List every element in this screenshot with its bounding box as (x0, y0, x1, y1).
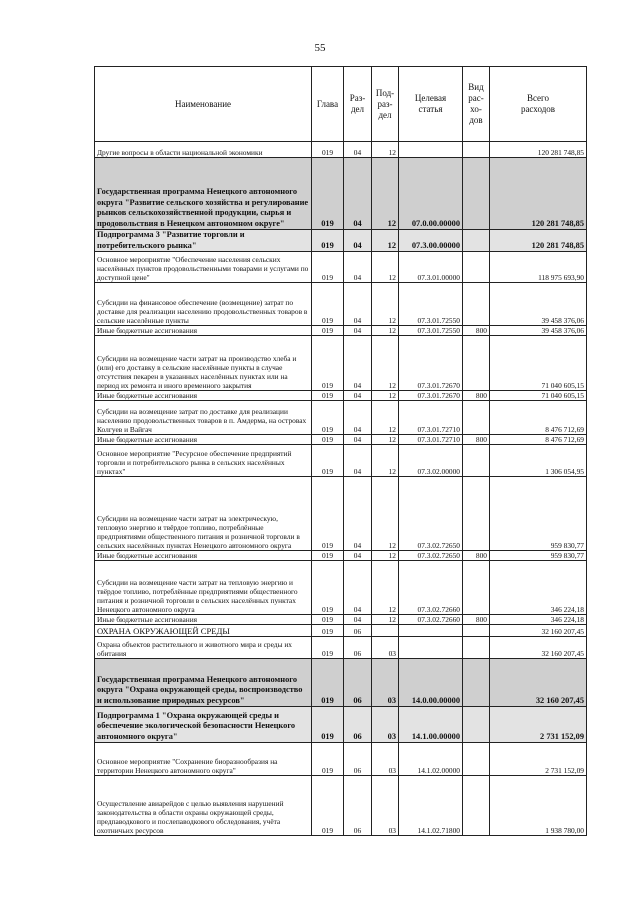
row-target: 07.3.02.72660 (399, 561, 463, 615)
row-vid (463, 230, 490, 252)
row-total: 959 830,77 (490, 551, 587, 561)
row-total: 120 281 748,85 (490, 158, 587, 230)
row-total: 120 281 748,85 (490, 230, 587, 252)
row-name: Подпрограмма 3 "Развитие торговли и потребительского рынка" (95, 230, 312, 252)
row-name: Государственная программа Ненецкого автономного округа "Развитие сельского хозяйства и регулирование рынков сельскохозяйственной продукции, сырья и продовольствия в Ненецком автономном округе" (95, 158, 312, 230)
row-vid (463, 477, 490, 551)
row-vid: 800 (463, 326, 490, 336)
row-name: Осуществление авиарейдов с целью выявления нарушений законодательства в области охраны окружающей среды, предпаводкового и послепаводкового обследования, учёта охотничьих ресурсов (95, 776, 312, 836)
row-glava: 019 (312, 445, 344, 477)
row-vid (463, 637, 490, 659)
row-total: 1 938 780,00 (490, 776, 587, 836)
row-podrazdel: 03 (372, 776, 399, 836)
row-podrazdel: 12 (372, 230, 399, 252)
row-total: 2 731 152,09 (490, 743, 587, 776)
row-glava: 019 (312, 637, 344, 659)
row-razdel: 04 (344, 283, 372, 326)
row-glava: 019 (312, 336, 344, 391)
row-razdel: 06 (344, 743, 372, 776)
table-row (95, 326, 587, 336)
row-target: 07.3.01.72670 (399, 336, 463, 391)
row-glava: 019 (312, 283, 344, 326)
row-razdel: 04 (344, 435, 372, 445)
header-total: Всего расходов (490, 67, 587, 142)
row-name: Другие вопросы в области национальной экономики (95, 142, 312, 158)
table-row (95, 252, 587, 283)
row-glava: 019 (312, 142, 344, 158)
row-total: 32 160 207,45 (490, 637, 587, 659)
row-total: 959 830,77 (490, 477, 587, 551)
header-vid: Вид рас- хо- дов (463, 67, 490, 142)
header-target: Целевая статья (399, 67, 463, 142)
row-target: 14.0.00.00000 (399, 659, 463, 707)
row-podrazdel: 12 (372, 336, 399, 391)
row-glava: 019 (312, 743, 344, 776)
row-name: Субсидии на возмещение части затрат на производство хлеба и (или) его доставку в сельские населённые пункты в случае отсутствия пекарен в указанных населённых пунктах или на период их ремонта и иного временного закрытия (95, 336, 312, 391)
row-podrazdel: 12 (372, 445, 399, 477)
row-total: 2 731 152,09 (490, 707, 587, 743)
row-podrazdel: 12 (372, 252, 399, 283)
row-vid (463, 401, 490, 435)
row-name: Государственная программа Ненецкого автономного округа "Охрана окружающей среды, воспроизводство и использование природных ресурсов" (95, 659, 312, 707)
budget-table (94, 66, 587, 836)
row-target: 07.3.01.00000 (399, 252, 463, 283)
row-razdel: 04 (344, 401, 372, 435)
row-podrazdel: 12 (372, 283, 399, 326)
row-total: 32 160 207,45 (490, 659, 587, 707)
row-razdel: 06 (344, 637, 372, 659)
row-glava: 019 (312, 391, 344, 401)
table-row (95, 391, 587, 401)
row-podrazdel (372, 625, 399, 637)
row-razdel: 04 (344, 561, 372, 615)
row-glava: 019 (312, 707, 344, 743)
table-row (95, 230, 587, 252)
row-target: 07.3.02.72660 (399, 615, 463, 625)
table-header-row (95, 67, 587, 142)
header-razdel: Раз- дел (344, 67, 372, 142)
page-number: 55 (314, 42, 326, 54)
row-razdel: 04 (344, 391, 372, 401)
row-glava: 019 (312, 477, 344, 551)
row-name: ОХРАНА ОКРУЖАЮЩЕЙ СРЕДЫ (95, 625, 312, 637)
row-vid (463, 283, 490, 326)
row-name: Субсидии на возмещение затрат по доставке для реализации населению продовольственных товаров в п. Амдерма, на островах Колгуев и Вайгач (95, 401, 312, 435)
row-podrazdel: 12 (372, 142, 399, 158)
row-glava: 019 (312, 551, 344, 561)
row-total: 1 306 054,95 (490, 445, 587, 477)
row-vid (463, 625, 490, 637)
row-name: Основное мероприятие "Сохранение биоразнообразия на территории Ненецкого автономного округа" (95, 743, 312, 776)
row-glava: 019 (312, 326, 344, 336)
row-total: 118 975 693,90 (490, 252, 587, 283)
row-podrazdel: 12 (372, 401, 399, 435)
row-name: Иные бюджетные ассигнования (95, 551, 312, 561)
row-vid (463, 336, 490, 391)
row-vid: 800 (463, 615, 490, 625)
row-total: 71 040 605,15 (490, 336, 587, 391)
row-podrazdel: 12 (372, 158, 399, 230)
row-target: 07.3.01.72550 (399, 326, 463, 336)
table-row (95, 707, 587, 743)
row-podrazdel: 03 (372, 707, 399, 743)
row-vid (463, 158, 490, 230)
row-glava: 019 (312, 252, 344, 283)
row-podrazdel: 12 (372, 615, 399, 625)
row-podrazdel: 12 (372, 477, 399, 551)
row-target: 14.1.00.00000 (399, 707, 463, 743)
row-razdel: 06 (344, 776, 372, 836)
table-row (95, 435, 587, 445)
row-name: Иные бюджетные ассигнования (95, 391, 312, 401)
row-razdel: 04 (344, 615, 372, 625)
row-podrazdel: 12 (372, 326, 399, 336)
row-glava: 019 (312, 776, 344, 836)
row-target: 07.3.01.72710 (399, 401, 463, 435)
row-razdel: 04 (344, 158, 372, 230)
row-razdel: 04 (344, 252, 372, 283)
row-target (399, 625, 463, 637)
row-target: 07.3.01.72550 (399, 283, 463, 326)
row-total: 32 160 207,45 (490, 625, 587, 637)
table-row (95, 336, 587, 391)
table-row (95, 142, 587, 158)
table-row (95, 401, 587, 435)
row-razdel: 06 (344, 625, 372, 637)
row-podrazdel: 12 (372, 551, 399, 561)
row-total: 39 458 376,06 (490, 283, 587, 326)
row-razdel: 04 (344, 551, 372, 561)
table-row (95, 158, 587, 230)
row-razdel: 04 (344, 336, 372, 391)
header-podrazdel: Под- раз- дел (372, 67, 399, 142)
row-target: 07.3.00.00000 (399, 230, 463, 252)
row-target: 07.0.00.00000 (399, 158, 463, 230)
row-name: Иные бюджетные ассигнования (95, 615, 312, 625)
row-vid (463, 445, 490, 477)
row-target: 07.3.02.72650 (399, 551, 463, 561)
table-row (95, 776, 587, 836)
table-row (95, 615, 587, 625)
row-razdel: 06 (344, 659, 372, 707)
table-row (95, 561, 587, 615)
row-target: 14.1.02.71800 (399, 776, 463, 836)
row-name: Основное мероприятие "Ресурсное обеспечение предприятий торговли и потребительского рынка в сельских населённых пунктах" (95, 445, 312, 477)
row-total: 8 476 712,69 (490, 401, 587, 435)
row-name: Субсидии на финансовое обеспечение (возмещение) затрат по доставке для реализации населению продовольственных товаров в сельские населённые пункты (95, 283, 312, 326)
row-razdel: 04 (344, 230, 372, 252)
table-row (95, 637, 587, 659)
table-row (95, 551, 587, 561)
row-podrazdel: 12 (372, 391, 399, 401)
row-podrazdel: 03 (372, 637, 399, 659)
row-name: Субсидии на возмещение части затрат на электрическую, тепловую энергию и твёрдое топливо, потреблённые предприятиями общественного питания и розничной торговли в сельских населённых пунктах Ненецкого автономного округа (95, 477, 312, 551)
row-razdel: 04 (344, 142, 372, 158)
row-glava: 019 (312, 401, 344, 435)
row-total: 346 224,18 (490, 615, 587, 625)
row-vid (463, 659, 490, 707)
row-target: 07.3.01.72670 (399, 391, 463, 401)
row-vid (463, 743, 490, 776)
header-glava: Глава (312, 67, 344, 142)
table-row (95, 283, 587, 326)
row-podrazdel: 12 (372, 561, 399, 615)
row-total: 8 476 712,69 (490, 435, 587, 445)
row-glava: 019 (312, 435, 344, 445)
table-row (95, 659, 587, 707)
row-podrazdel: 03 (372, 659, 399, 707)
row-vid (463, 561, 490, 615)
row-glava: 019 (312, 158, 344, 230)
row-vid: 800 (463, 551, 490, 561)
row-name: Охрана объектов растительного и животного мира и среды их обитания (95, 637, 312, 659)
row-vid (463, 776, 490, 836)
row-vid: 800 (463, 435, 490, 445)
row-target (399, 142, 463, 158)
row-vid (463, 707, 490, 743)
row-name: Иные бюджетные ассигнования (95, 326, 312, 336)
row-target: 07.3.01.72710 (399, 435, 463, 445)
row-glava: 019 (312, 615, 344, 625)
header-name: Наименование (95, 67, 312, 142)
row-podrazdel: 12 (372, 435, 399, 445)
row-target: 07.3.02.72650 (399, 477, 463, 551)
row-total: 120 281 748,85 (490, 142, 587, 158)
table-row (95, 625, 587, 637)
row-vid (463, 142, 490, 158)
row-target: 07.3.02.00000 (399, 445, 463, 477)
row-razdel: 04 (344, 326, 372, 336)
row-target: 14.1.02.00000 (399, 743, 463, 776)
row-target (399, 637, 463, 659)
row-glava: 019 (312, 659, 344, 707)
row-total: 71 040 605,15 (490, 391, 587, 401)
row-vid (463, 252, 490, 283)
row-name: Субсидии на возмещение части затрат на тепловую энергию и твёрдое топливо, потреблённые предприятиями общественного питания и розничной торговли в сельских населённых пунктах Ненецкого автономного округа (95, 561, 312, 615)
row-name: Основное мероприятие "Обеспечение населения сельских населённых пунктов продовольственными товарами и услугами по доступной цене" (95, 252, 312, 283)
table-row (95, 477, 587, 551)
table-row (95, 445, 587, 477)
row-glava: 019 (312, 625, 344, 637)
table-body (95, 142, 587, 836)
row-vid: 800 (463, 391, 490, 401)
row-name: Иные бюджетные ассигнования (95, 435, 312, 445)
row-razdel: 06 (344, 707, 372, 743)
row-name: Подпрограмма 1 "Охрана окружающей среды и обеспечение экологической безопасности Ненецкого автономного округа" (95, 707, 312, 743)
row-total: 346 224,18 (490, 561, 587, 615)
row-podrazdel: 03 (372, 743, 399, 776)
row-glava: 019 (312, 230, 344, 252)
row-razdel: 04 (344, 477, 372, 551)
row-glava: 019 (312, 561, 344, 615)
row-total: 39 458 376,06 (490, 326, 587, 336)
row-razdel: 04 (344, 445, 372, 477)
table-row (95, 743, 587, 776)
